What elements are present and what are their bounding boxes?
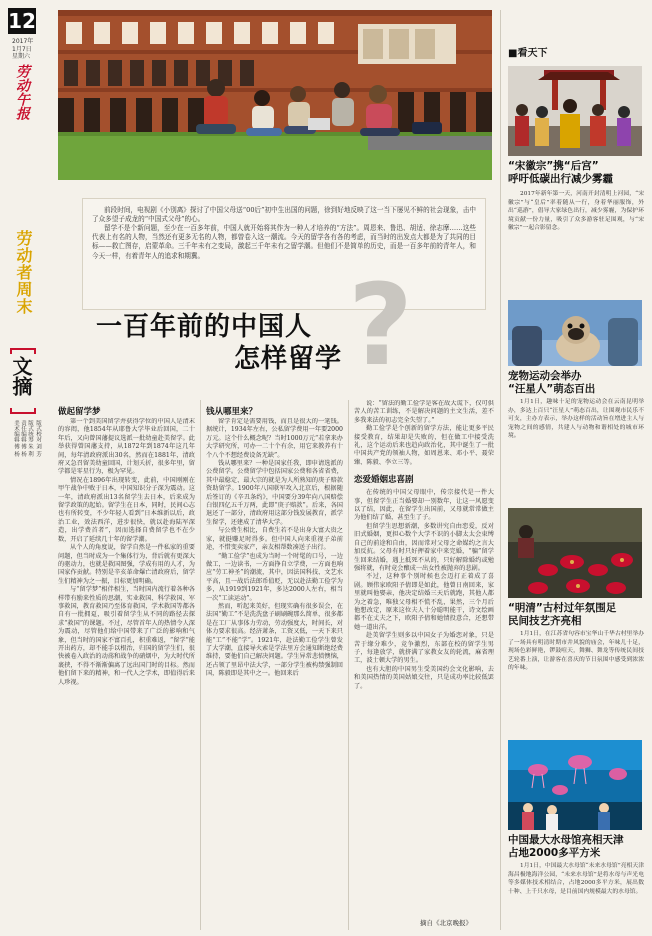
section-title-dream: 做起留学梦 — [58, 407, 101, 417]
question-mark-graphic: ? — [348, 261, 413, 391]
pug-dog-illustration — [508, 300, 642, 366]
paragraph: 与公费生相比，自费生若不是出身大富大贵之家，就挺赚足时得多。但中国人向来重视子弟前途，不惜变卖家产，亲友相帮数凑送子出行。 — [206, 527, 343, 552]
section-title-romance: 恋爱婚姻忠喜剧 — [354, 475, 414, 486]
column-divider — [200, 400, 201, 930]
page-number: 12 — [8, 9, 36, 33]
news-title-4: 中国最大水母馆亮相天津 占地2000多平方米 — [508, 834, 624, 859]
hero-photo — [58, 10, 492, 180]
headline-line-1: 一百年前的中国人 — [96, 312, 313, 342]
news-text-1: 2017年新年第一天，河南开封清明上河园，“宋徽宗”与“皇后”率着随从一行，身着华丽服饰，外出“巡游”，倡导大家绿色出行，减少雾霾，为保护环境贡献一份力量，吸引了众多游客驻足围观，与“宋徽宗”一起合影留念。 — [508, 191, 644, 232]
article-column-2 — [206, 418, 343, 930]
news-photo-song-emperor — [508, 66, 642, 156]
paragraph: “勤工俭学”也成为当时一个时髦的口号，一边做工，一边读书，一方面挣自立学费，一方面也响应“劳工神圣”的潮流，其中，因法国科技、文艺水平高，且一战后法郎币值贬，无以赴法勤工俭学为多，从1919到1921年，多达2000人左右，相当一次“工读运动”。 — [206, 552, 343, 602]
news-photo-jellyfish — [508, 740, 642, 830]
paragraph: 不过，这种事个别时候也会迈打正着成了喜剧。顾伟家欧阳予倩即是如此，他曾日南回来，家里就叫他娶亲，他决定结婚三天后就跑，其他人都为之着急，唯独父母相不慌不乱，果然，三个月后他想改定，原来这位夫人十分聪明能干，诗文绘画都不在丈夫之下，欧阳予倩和她情投意合，还想带她一道出洋。 — [354, 573, 494, 631]
article-column-3 — [354, 400, 494, 916]
editor-credits: 版式统筹 朱 利 责任编辑 傅 杨 美术编辑 傅 杨 — [13, 420, 33, 457]
news-title-2: 宠物运动会举办 “汪星人”萌态百出 — [508, 370, 596, 395]
proofreader-credit: 版式校对 刘 芳 — [35, 420, 41, 457]
news-photo-ancient-village — [508, 508, 642, 598]
paragraph: 勤工俭学是个创新的留学方法，能让更多平民接受教育，结果却是失败的，但在做工中接受洗礼，这个运动后来也趋向政治化，其中诞生了一批中国共产党的领袖人物，如周恩来、邓小平、聂荣臻、陈毅、李立三等。 — [354, 425, 494, 466]
section-name: 劳动者周末 — [14, 230, 33, 315]
column-bracket-bottom — [10, 408, 36, 414]
article-column-1 — [58, 418, 195, 930]
news-text-3: 1月1日，在江苏省句容市宝华山千华古村里举办了一场具有明清时期市井风貌的庙会，年味儿十足，现场色彩鲜艳，锣鼓喧天，舞狮、舞龙等传统民间技艺轮番上演，让游客在喜庆的节日氛围中感受到浓浓的年味。 — [508, 631, 644, 672]
headline-line-2: 怎样留学 — [234, 344, 343, 374]
news-title-3: “明清”古村过年氛围足 民间技艺齐亮相 — [508, 602, 617, 627]
section-title-money: 钱从哪里来？ — [206, 407, 258, 417]
paragraph: 说：“留法的勤工俭学是客在故大谎下，仅可供苦人的苦工训练，不是解决问题的主文生活，差不多我来法的初志完全失望了。” — [354, 400, 494, 424]
paragraph: 在传统的中国父母眼中，传宗接代是一件大事，但留学生正当婚娶却一别数年，让这一风愿变以了结，因此，在留学生出国前，又母就常常做主为他们结了婚，甚至生了子。 — [354, 489, 494, 522]
lantern-craft-illustration — [508, 508, 642, 598]
paragraph: 情况在1896年出现转变，此前，中国刚刚在甲午战争中败于日本，中国知识分子深为震动。这一年，清政府派出13名留学生去日本，后来成为留学政策的起始。留学生在日本，同时，民间心志也有所转变，不少年轻人看到“日本维新以后，政治工业，效法西洋，进步很快，就以赴海陆军深造，出学费首者”，因而选择自费留学也不在少数，开启了延续几十年的留学潮。 — [58, 476, 195, 543]
campus-students-illustration — [58, 10, 492, 180]
column-divider — [348, 400, 349, 930]
paragraph: 然而，听起来美好，但现实确有很多误会，在法国“勤工”不是洗洗盘子刷刷碗那么简单，很多都是在工厂从事体力劳动，劳动强度大，时间长，对体力要求很高。经济萧条，工资又低，一天下来只能“工”不能“学”。1921年，赴法勤工俭学生曾发了大学潮，直接导火索是学法里方会通知断绝经费维持，要他们自己解决问题。学生异常悲愤懊恼，还占领了里昂中法大学，一部分学生被构禁强制回国，陈毅即是其中之一。他回来后 — [206, 602, 343, 678]
paragraph: 但留学生思想新潮，多数讲究自由恋爱，反对旧式婚姻，更担心数个大学不识的小脚太太会束缚自己的前途和自由，因而常对父母之命媒约之言大加反抗。父母有时只好押着家中来完婚，“骗”留学生回来结婚，遇上抵死不从的，只好解除婚约或勉强将就，有时竟会酿成一出女性被抛弃的悲剧。 — [354, 522, 494, 572]
paragraph: 赴美留学生则多以中国女子为婚恋对象，只是苦于缘分难少，竞争激烈，东部在校的留学生男子，每逢放学，就挤满了家教女友的轮流，麻省理工，波士顿大学的男生。 — [354, 632, 494, 665]
paragraph: 也有大胆的中国男生受美国约会文化影响，去和美国热情的美国姑娘交往，只是成功率比较低罢了。 — [354, 665, 494, 690]
column-name: 文摘 — [9, 356, 33, 396]
aquarium-illustration — [508, 740, 642, 830]
paragraph: 从个人的角度说，留学自然是一件私家的重要问题，但当时成为一个集体行为，背后就有更深大的驱动力，也就是救国图强，学成有用的人才，为国家作贡献。特别是辛亥革命爆亡清政府后，留学生们精神为之一振，目标更加明确。 — [58, 544, 195, 585]
news-photo-pet-games — [508, 300, 642, 366]
news-text-4: 1月1日，中国最大水母馆“未来水母馆”亮相天津海昌极地海洋公园，“未来水母馆”是将水母与声光电等多媒体技术相结合，占地2000多平方米，展出数十种、上千只水母，是目前国内规模最大的水母馆。 — [508, 863, 644, 895]
lead-paragraph-1: 前段时间，电视剧《小别离》探讨了中国父母送“00后”初中生出国的问题，徐到好地反映了这一当下屡见不鲜的社会现象，击中了众多望子成龙的“中国式父母”的心。 — [92, 206, 476, 224]
paper-name-logo: 劳动午报 — [14, 64, 30, 120]
news-title-1: “宋徽宗”携“后宫” 呼吁低碳出行减少雾霾 — [508, 160, 613, 185]
issue-date: 2017年 1月7日 星期六 — [12, 38, 34, 60]
paragraph: 与“留学梦”相伴相生，当时国内流行着各种各样带有励来性质的思潮，实业救国、科学救国、军事救国，教育救国乃至体育救国，学术救国等都各自有一批拥趸，吸引着留学生从不同的路径去探求“救国”的课题。不过，尽管首年人的热情令人深为震动，尽管他们给中国带来了广泛的影响和气象，但当时的国家不富百孔，积重难返，“留学”能开出药方，却不能手以根治，归国的留学生们，很快被卷入政治的动荡和战争的硝烟中，为大时代所裹挟，不得不渐渐偏离了远出国门时的目标。然而他们留下来的精神，和一代人之学术，即值得后来人珍视。 — [58, 586, 195, 686]
column-bracket-top — [10, 348, 36, 354]
article-source: 摘自《北京晚报》 — [420, 919, 472, 927]
paragraph: 第一个到美国留学并获得学位的中国人是清末的容闳，他1854年从耶鲁大学毕业后回国，二十年后，又向曾国藩提议选派一批幼童赴美留学。此举获得曾国藩支持，从1872年到1874年这几年间，每年清政府派出30名，然而在1881年，清政府又急召留美幼童回国，计划夭折，很多年里，留学都是零星行为，极为罕见。 — [58, 418, 195, 476]
paragraph: 留学肯定是需要用钱，而且是很大的一笔钱。据统计，1934年左右，公私留学费用一年要2000万元。这个什么概念呢？当时1000万元“若拿来办大学研究所，可办一二十个有余，用它来教养有十个八个不想经费设备无缺”。 — [206, 418, 343, 459]
lead-paragraph-2: 留学不是个新问题，至少在一百多年前，中国人就开始将其作为一种人才培养的“方法”。周恩来、鲁迅、胡适、徐志摩……这些代表上有名的人物，当然还有更多无名的人物，都曾卷入这一潮流。今天的留学各有各的考虑，而当时的出发点大都是为了共同的目标——救亡图存，启蒙革命。三千年未有之变局，激起三千年未有之留学潮。但他们不是简单的历史，而是一百多年前的青年人，和今天一样，有着青年人的追求和期冀。 — [92, 224, 476, 260]
news-text-2: 1月1日，趣味十足的宠物运动会在云南昆明举办，多达上百只“汪星人”萌态百出，让围观市民乐不可支，主办方表示，举办这样的活动旨在增进主人与宠物之间的感情，共建人与动物和谐相处的城市环境。 — [508, 399, 644, 440]
parade-illustration — [508, 66, 642, 156]
paragraph: 钱从哪里来？一种是国家任我，即申请选派的公费留学。公费留学中包括国家公费和各省省费，其中最稳定、最大宗的就是为人所熟知的庚子赔款资助留学。1900年八国联军攻入北京后，根据随后签订的《辛丑条约》，中国要分39年向八国赔偿白银四亿五千万两，此即“庚子赔款”。后来，各国退还了一部分，清政府用这部分钱发展教育，派学生留学，还建成了清华大学。 — [206, 460, 343, 526]
sidebar-divider — [500, 10, 501, 930]
sidebar-header: ■看天下 — [508, 48, 548, 59]
